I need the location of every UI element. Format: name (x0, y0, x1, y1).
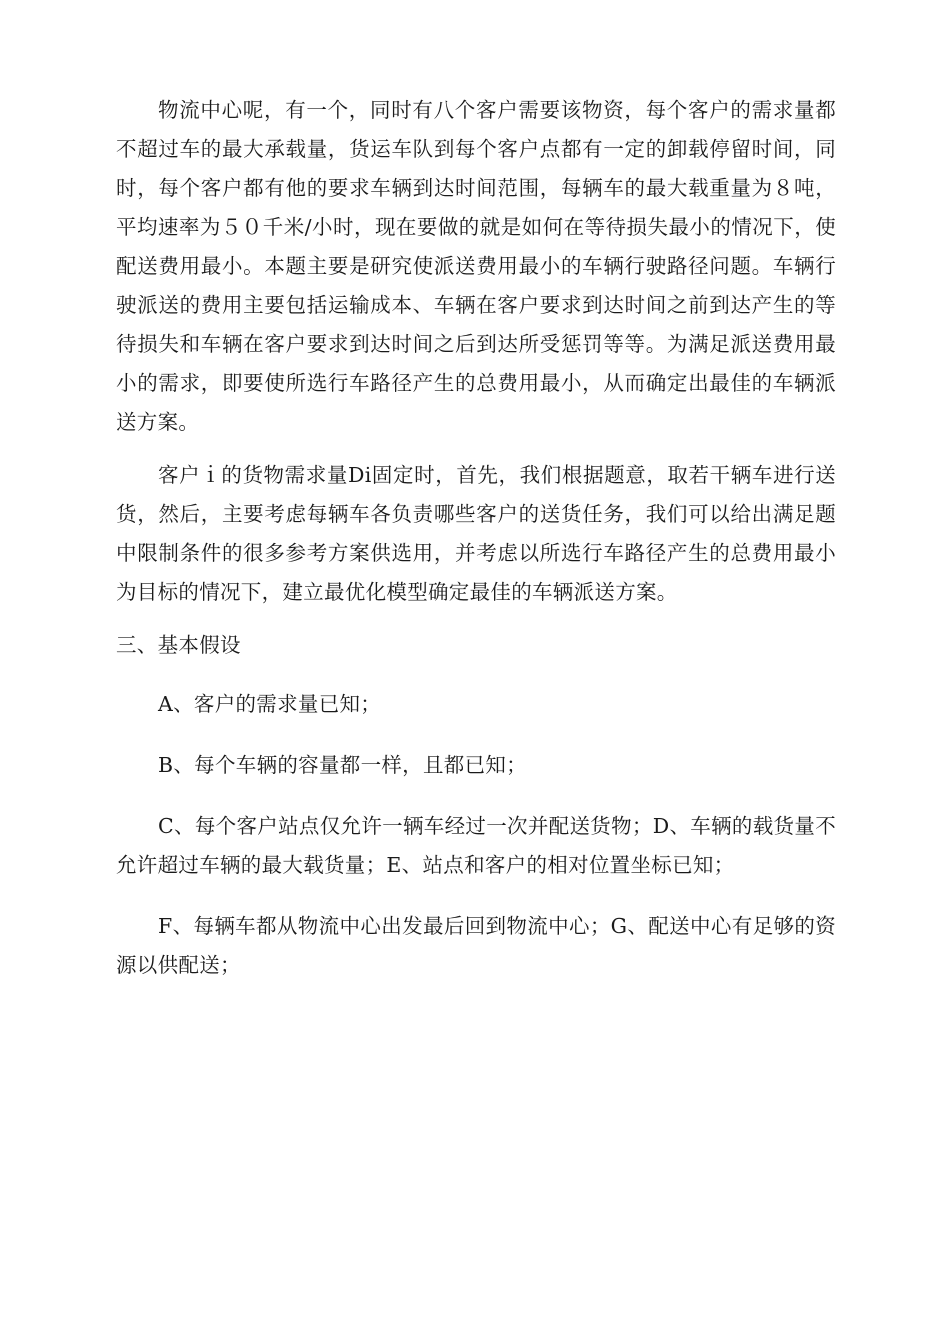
paragraph-problem-description: 物流中心呢，有一个，同时有八个客户需要该物资，每个客户的需求量都不超过车的最大承载量，货运车队到每个客户点都有一定的卸载停留时间，同时，每个客户都有他的要求车辆到达时间范围，每辆车的最大载重量为８吨，平均速率为５０千米/小时，现在要做的就是如何在等待损失最小的情况下，使配送费用最小。本题主要是研究使派送费用最小的车辆行驶路径问题。车辆行驶派送的费用主要包括运输成本、车辆在客户要求到达时间之前到达产生的等待损失和车辆在客户要求到达时间之后到达所受惩罚等等。为满足派送费用最小的需求，即要使所选行车路径产生的总费用最小，从而确定出最佳的车辆派送方案。 (116, 98, 836, 434)
assumption-item: F、每辆车都从物流中心出发最后回到物流中心；G、配送中心有足够的资源以供配送； (116, 914, 836, 977)
paragraph-model-approach: 客户ｉ的货物需求量Di固定时，首先，我们根据题意，取若干辆车进行送货，然后，主要考虑每辆车各负责哪些客户的送货任务，我们可以给出满足题中限制条件的很多参考方案供选用，并考虑以所选行车路径产生的总费用最小为目标的情况下，建立最优化模型确定最佳的车辆派送方案。 (116, 463, 836, 604)
assumption-item: B、每个车辆的容量都一样，且都已知； (158, 753, 527, 777)
document-body (116, 91, 836, 985)
section-heading-basic-assumptions: 三、基本假设 (116, 633, 241, 657)
assumption-item: C、每个客户站点仅允许一辆车经过一次并配送货物；D、车辆的载货量不允许超过车辆的最大载货量；E、站点和客户的相对位置坐标已知； (116, 814, 836, 877)
assumption-item: A、客户的需求量已知； (158, 692, 382, 716)
